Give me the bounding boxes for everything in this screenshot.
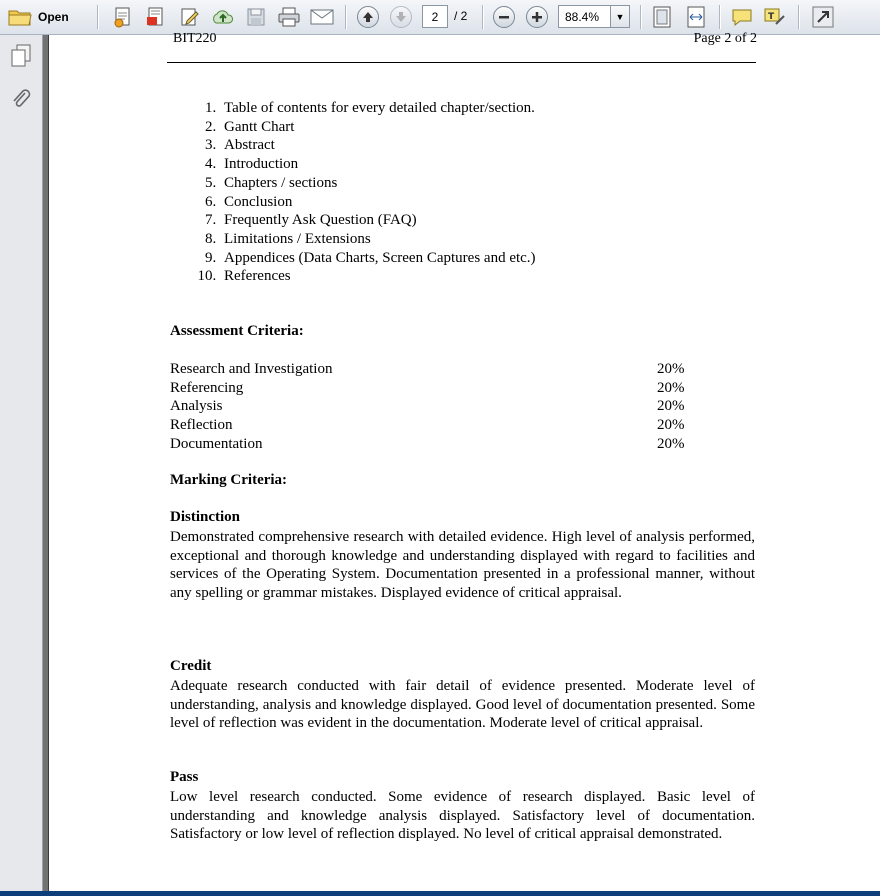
highlight-text-button[interactable] [762, 5, 788, 29]
pass-title: Pass [170, 769, 199, 785]
highlighter-icon [764, 7, 786, 27]
envelope-icon [310, 8, 334, 26]
plus-icon [531, 11, 543, 23]
list-item: 3. Abstract [220, 136, 536, 155]
page-number-input[interactable]: 2 [422, 5, 448, 28]
next-page-button[interactable] [389, 5, 413, 29]
pdf-document-icon [145, 6, 167, 28]
folder-icon [8, 7, 32, 27]
criterion-weight: 20% [657, 435, 685, 452]
distinction-title: Distinction [170, 509, 241, 525]
criterion-name: Research and Investigation [170, 361, 333, 377]
assessment-heading: Assessment Criteria: [170, 323, 304, 339]
criterion-name: Documentation [170, 435, 263, 452]
paperclip-icon[interactable] [10, 87, 32, 111]
arrow-up-icon [362, 11, 374, 23]
print-button[interactable] [276, 5, 302, 29]
printer-icon [278, 7, 300, 27]
contents-list [170, 99, 536, 286]
pass-text: Low level research conducted. Some evidence of research displayed. Basic level of understanding and knowledge analysis displayed. Satisfactory level of documentation. Satisfactory or low level of reflection displayed. No level of critical appraisal demonstrated. [170, 789, 755, 843]
minus-icon [498, 11, 510, 23]
list-item: 7. Frequently Ask Question (FAQ) [220, 211, 536, 230]
criterion-weight: 20% [657, 361, 685, 377]
zoom-in-button[interactable] [525, 5, 549, 29]
cloud-upload-icon [211, 6, 235, 28]
toolbar [0, 0, 880, 35]
create-pdf-button[interactable] [110, 5, 136, 29]
svg-text:T: T [768, 12, 775, 22]
navigation-panel [0, 35, 43, 896]
criterion-name: Analysis [170, 398, 223, 415]
document-viewport [43, 31, 880, 896]
criterion-name: Reflection [170, 417, 233, 434]
fit-page-button[interactable] [649, 5, 675, 29]
edit-document-button[interactable] [177, 5, 203, 29]
zoom-select[interactable] [558, 5, 630, 28]
assessment-row [170, 379, 690, 398]
open-button[interactable] [8, 5, 82, 29]
upload-button[interactable] [210, 5, 236, 29]
criterion-weight: 20% [657, 379, 685, 396]
toolbar-separator [97, 5, 99, 29]
list-item: 4. Introduction [220, 155, 536, 174]
assessment-row [170, 416, 690, 435]
credit-text: Adequate research conducted with fair detail of evidence presented. Moderate level of understanding, analysis and knowledge displayed. Good level of documentation presented. Some level of reflection was evident in the documentation. Moderate level of critical appraisal. [170, 678, 755, 732]
create-pdf-icon [112, 6, 134, 28]
header-course-code: BIT220 [173, 31, 217, 46]
toolbar-separator [719, 5, 721, 29]
previous-page-button[interactable] [356, 5, 380, 29]
list-item: 8. Limitations / Extensions [220, 230, 536, 249]
list-item: 5. Chapters / sections [220, 174, 536, 193]
pdf-page [48, 31, 880, 892]
taskbar-edge [0, 891, 880, 896]
toolbar-separator [640, 5, 642, 29]
convert-pdf-button[interactable] [143, 5, 169, 29]
header-page-number: Page 2 of 2 [693, 31, 757, 46]
fit-width-icon [686, 6, 706, 28]
distinction-text: Demonstrated comprehensive research with detailed evidence. High level of analysis performed, exceptional and thorough knowledge and understanding displayed with regard to facilities and services of the Operating System. Documentation presented in a professional manner, without any spelling or grammar mistakes. Displayed evidence of critical appraisal. [170, 529, 755, 601]
expand-button[interactable] [810, 5, 836, 29]
credit-title: Credit [170, 658, 212, 674]
open-label: Open [38, 10, 69, 24]
assessment-row [170, 435, 690, 454]
assessment-row [170, 360, 690, 379]
toolbar-separator [798, 5, 800, 29]
toolbar-separator [345, 5, 347, 29]
header-rule [167, 62, 756, 63]
toolbar-separator [482, 5, 484, 29]
edit-icon [179, 6, 201, 28]
zoom-value: 88.4% [565, 9, 600, 24]
expand-icon [812, 6, 834, 28]
list-item: 10. References [220, 267, 536, 286]
criterion-weight: 20% [657, 398, 685, 415]
pages-icon[interactable] [10, 44, 32, 68]
criterion-name: Referencing [170, 379, 244, 396]
email-button[interactable] [309, 5, 335, 29]
marking-heading: Marking Criteria: [170, 472, 288, 488]
list-item: 6. Conclusion [220, 193, 536, 212]
speech-bubble-icon [731, 7, 753, 27]
criterion-weight: 20% [657, 417, 685, 434]
assessment-table [170, 360, 690, 454]
list-item: 1. Table of contents for every detailed chapter/section. [220, 99, 536, 118]
page-total: / 2 [454, 9, 468, 23]
save-disk-icon [246, 7, 266, 27]
save-button[interactable] [243, 5, 269, 29]
fit-page-icon [652, 6, 672, 28]
zoom-out-button[interactable] [492, 5, 516, 29]
arrow-down-icon [395, 11, 407, 23]
comment-button[interactable] [729, 5, 755, 29]
fit-width-button[interactable] [683, 5, 709, 29]
chevron-down-icon[interactable]: ▼ [610, 6, 629, 27]
list-item: 2. Gantt Chart [220, 118, 536, 137]
list-item: 9. Appendices (Data Charts, Screen Captures and etc.) [220, 249, 536, 268]
assessment-row [170, 397, 690, 416]
